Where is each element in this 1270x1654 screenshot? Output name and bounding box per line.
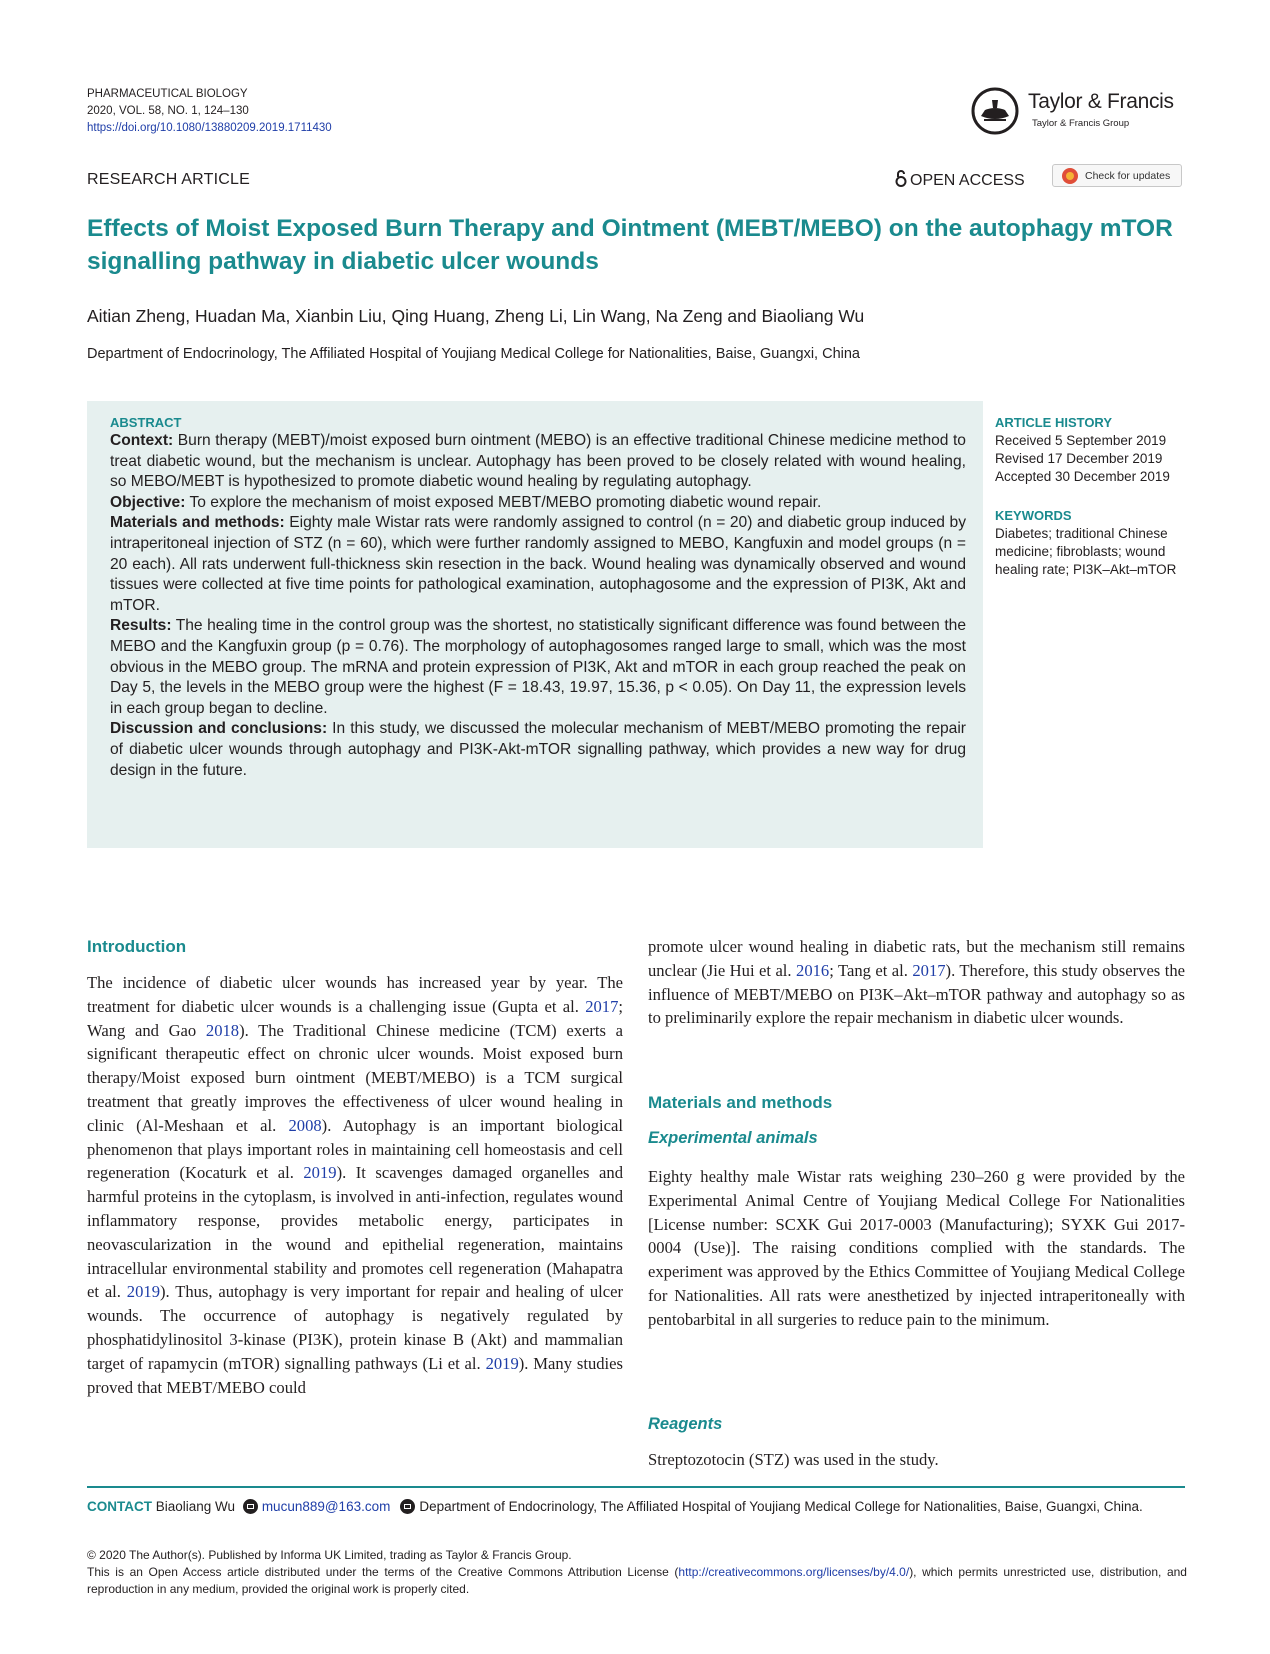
copyright-line: © 2020 The Author(s). Published by Informa UK Limited, trading as Taylor & Francis Group. (87, 1548, 572, 1562)
affiliation: Department of Endocrinology, The Affiliated Hospital of Youjiang Medical College for Nationalities, Baise, Guangxi, China (87, 346, 860, 362)
discussion-text: In this study, we discussed the molecular mechanism of MEBT/MEBO promoting the repair of diabetic ulcer wounds through autophagy and PI3K-Akt-mTOR signalling pathway, which provides a new way for drug design in the future. (110, 720, 966, 779)
open-lock-icon (895, 170, 907, 187)
introduction-continued (648, 935, 1185, 1030)
open-access-label: OPEN ACCESS (910, 172, 1025, 189)
context-text: Burn therapy (MEBT)/moist exposed burn ointment (MEBO) is an effective traditional Chinese medicine method to treat diabetic wound, but the mechanism is unclear. Autophagy has been proved to be closely related with wound healing, so MEBO/MEBT is hypothesized to promote diabetic wound healing by regulating autophagy. (110, 432, 966, 491)
abstract-results (110, 616, 966, 719)
text-run: ; Wang and Gao (87, 996, 623, 1040)
animals-paragraph: Eighty healthy male Wistar rats weighing 230–260 g were provided by the Experimental Animal Centre of Youjiang Medical College For Nationalities [License number: SCXK Gui 2017-0003 (Manufacturing); SYXK Gui 2017-0004 (Use)]. The raising conditions complied with the standards. The experiment was approved by the Ethics Committee of Youjiang Medical College for Nationalities. All rats were anesthetized by injected intraperitoneally with pentobarbital in all surgeries to reduce pain to the minimum. (648, 1167, 1185, 1329)
text-run: ). Therefore, this study observes the influence of MEBT/MEBO on PI3K–Akt–mTOR pathway and autophagy so as to preliminarily explore the repair mechanism in diabetic ulcer wounds. (648, 960, 1185, 1028)
contact-label: CONTACT (87, 1499, 152, 1514)
citation-link[interactable]: 2008 (288, 1115, 322, 1135)
abstract-heading: ABSTRACT (110, 415, 182, 430)
copyright-notice (87, 1547, 1187, 1598)
citation-link[interactable]: 2019 (126, 1282, 160, 1302)
citation-link[interactable]: 2017 (585, 996, 619, 1016)
reagents-heading: Reagents (648, 1415, 723, 1433)
methods-text: Eighty male Wistar rats were randomly assigned to control (n = 20) and diabetic group induced by intraperitoneal injection of STZ (n = 60), which were further randomly assigned to MEBO, Kangfuxin and model groups (n = 20 each). All rats underwent full-thickness skin resection in the back. Wound healing was dynamically observed and wound tissues were collected at five time points for pathological examination, autophagosome and the expression of PI3K, Akt and mTOR. (110, 514, 966, 614)
article-type: RESEARCH ARTICLE (87, 171, 250, 188)
text-run: ), which permits unrestricted use, distribution, and reproduction in any medium, provided the original work is properly cited. (87, 1565, 1187, 1596)
history-heading: ARTICLE HISTORY (995, 415, 1113, 430)
abstract (110, 414, 966, 781)
reagents-paragraph: Streptozotocin (STZ) was used in the study. (648, 1450, 939, 1469)
objective-text: To explore the mechanism of moist exposed MEBT/MEBO promoting diabetic wound repair. (185, 493, 822, 511)
taylor-francis-logo-icon (970, 86, 1020, 136)
citation-link[interactable]: 2018 (205, 1020, 240, 1040)
text-run: ). It scavenges damaged organelles and harmful proteins in the cytoplasm, is involved in anti-infection, regulates wound inflammatory response, provides metabolic energy, participates in neovascularization in the wound and epithelial regeneration, maintains intracellular environmental stability and promotes cell regeneration (Mahapatra et al. (87, 1163, 623, 1302)
objective-label: Objective: (110, 493, 186, 511)
history-received: Received 5 September 2019 (995, 433, 1167, 448)
text-run: The incidence of diabetic ulcer wounds has increased year by year. The treatment for diabetic ulcer wounds is a challenging issue (Gupta et al. (87, 973, 623, 1016)
contact-name: Biaoliang Wu (152, 1499, 239, 1514)
methods-label: Materials and methods: (110, 514, 285, 532)
abstract-discussion (110, 719, 966, 781)
keywords (995, 507, 1190, 579)
open-access-badge (895, 170, 1025, 190)
journal-info (87, 86, 332, 137)
text-run: ). Thus, autophagy is very important for repair and healing of ulcer wounds. The occurrence of autophagy is negatively regulated by phosphatidylinositol 3-kinase (PI3K), protein kinase B (Akt) and mammalian target of rapamycin (mTOR) signalling pathways (Li et al. (87, 1282, 623, 1373)
history-revised: Revised 17 December 2019 (995, 451, 1163, 466)
journal-volume: 2020, VOL. 58, NO. 1, 124–130 (87, 105, 249, 117)
animals-heading: Experimental animals (648, 1129, 818, 1147)
contact-address: Department of Endocrinology, The Affiliated Hospital of Youjiang Medical College for Nationalities, Baise, Guangxi, China. (419, 1499, 1143, 1514)
check-updates-icon (1061, 167, 1079, 185)
results-label: Results: (110, 617, 172, 635)
keywords-heading: KEYWORDS (995, 508, 1072, 523)
context-label: Context: (110, 432, 174, 449)
keywords-text: Diabetes; traditional Chinese medicine; fibroblasts; wound healing rate; PI3K–Akt–mTOR (995, 526, 1177, 577)
text-run: promote ulcer wound healing in diabetic rats, but the mechanism still remains unclear (Jie Hui et al. (648, 937, 1185, 980)
license-text (87, 1564, 1187, 1598)
article-history (995, 414, 1195, 486)
methods-heading: Materials and methods (648, 1093, 833, 1112)
article-title: Effects of Moist Exposed Burn Therapy and Ointment (MEBT/MEBO) on the autophagy mTOR signalling pathway in diabetic ulcer wounds (87, 215, 1173, 275)
abstract-context (110, 431, 966, 493)
citation-link[interactable]: 2016 (796, 960, 830, 980)
publisher-name: Taylor & Francis (1028, 90, 1174, 113)
citation-link[interactable]: 2019 (303, 1163, 337, 1183)
introduction-heading: Introduction (87, 937, 187, 956)
citation-link[interactable]: 2017 (912, 960, 946, 980)
license-link[interactable]: http://creativecommons.org/licenses/by/4.0/ (678, 1565, 910, 1579)
abstract-objective (110, 493, 966, 514)
abstract-methods (110, 513, 966, 616)
publisher-group: Taylor & Francis Group (1032, 118, 1130, 129)
discussion-label: Discussion and conclusions: (110, 720, 328, 738)
email-icon (243, 1499, 258, 1514)
journal-name: PHARMACEUTICAL BIOLOGY (87, 88, 248, 100)
results-text: The healing time in the control group was the shortest, no statistically significant difference was found between the MEBO and the Kangfuxin group (p = 0.76). The morphology of autophagosomes ranged large to small, which was the most obvious in the MEBO group. The mRNA and protein expression of PI3K, Akt and mTOR in each group reached the peak on Day 5, the levels in the MEBO group were the highest (F = 18.43, 19.97, 15.36, p < 0.05). On Day 11, the expression levels in each group began to decline. (110, 617, 966, 717)
contact-email[interactable]: mucun889@163.com (261, 1499, 391, 1514)
check-updates-button[interactable] (1052, 164, 1182, 187)
text-run: This is an Open Access article distributed under the terms of the Creative Commons Attribution License ( (87, 1565, 679, 1579)
text-run: ). Many studies proved that MEBT/MEBO could (87, 1353, 623, 1397)
history-accepted: Accepted 30 December 2019 (995, 469, 1170, 484)
address-icon (400, 1499, 415, 1514)
introduction-paragraph (87, 971, 623, 1399)
footer-divider (87, 1486, 1185, 1488)
text-run: ; Tang et al. (829, 960, 913, 980)
text-run: ). Autophagy is an important biological phenomenon that plays important roles in maintaining cell homeostasis and cell regeneration (Kocaturk et al. (87, 1115, 623, 1183)
author-list: Aitian Zheng, Huadan Ma, Xianbin Liu, Qing Huang, Zheng Li, Lin Wang, Na Zeng and Biaoliang Wu (87, 306, 865, 326)
contact-info (87, 1497, 1187, 1516)
citation-link[interactable]: 2019 (485, 1353, 519, 1373)
check-updates-label: Check for updates (1085, 170, 1171, 182)
doi-link[interactable]: https://doi.org/10.1080/13880209.2019.1711430 (87, 122, 332, 134)
text-run: ). The Traditional Chinese medicine (TCM) exerts a significant therapeutic effect on chronic ulcer wounds. Moist exposed burn therapy/Moist exposed burn ointment (MEBT/MEBO) is a TCM surgical treatment that greatly improves the effectiveness of ulcer wound healing in clinic (Al-Meshaan et al. (87, 1020, 624, 1135)
